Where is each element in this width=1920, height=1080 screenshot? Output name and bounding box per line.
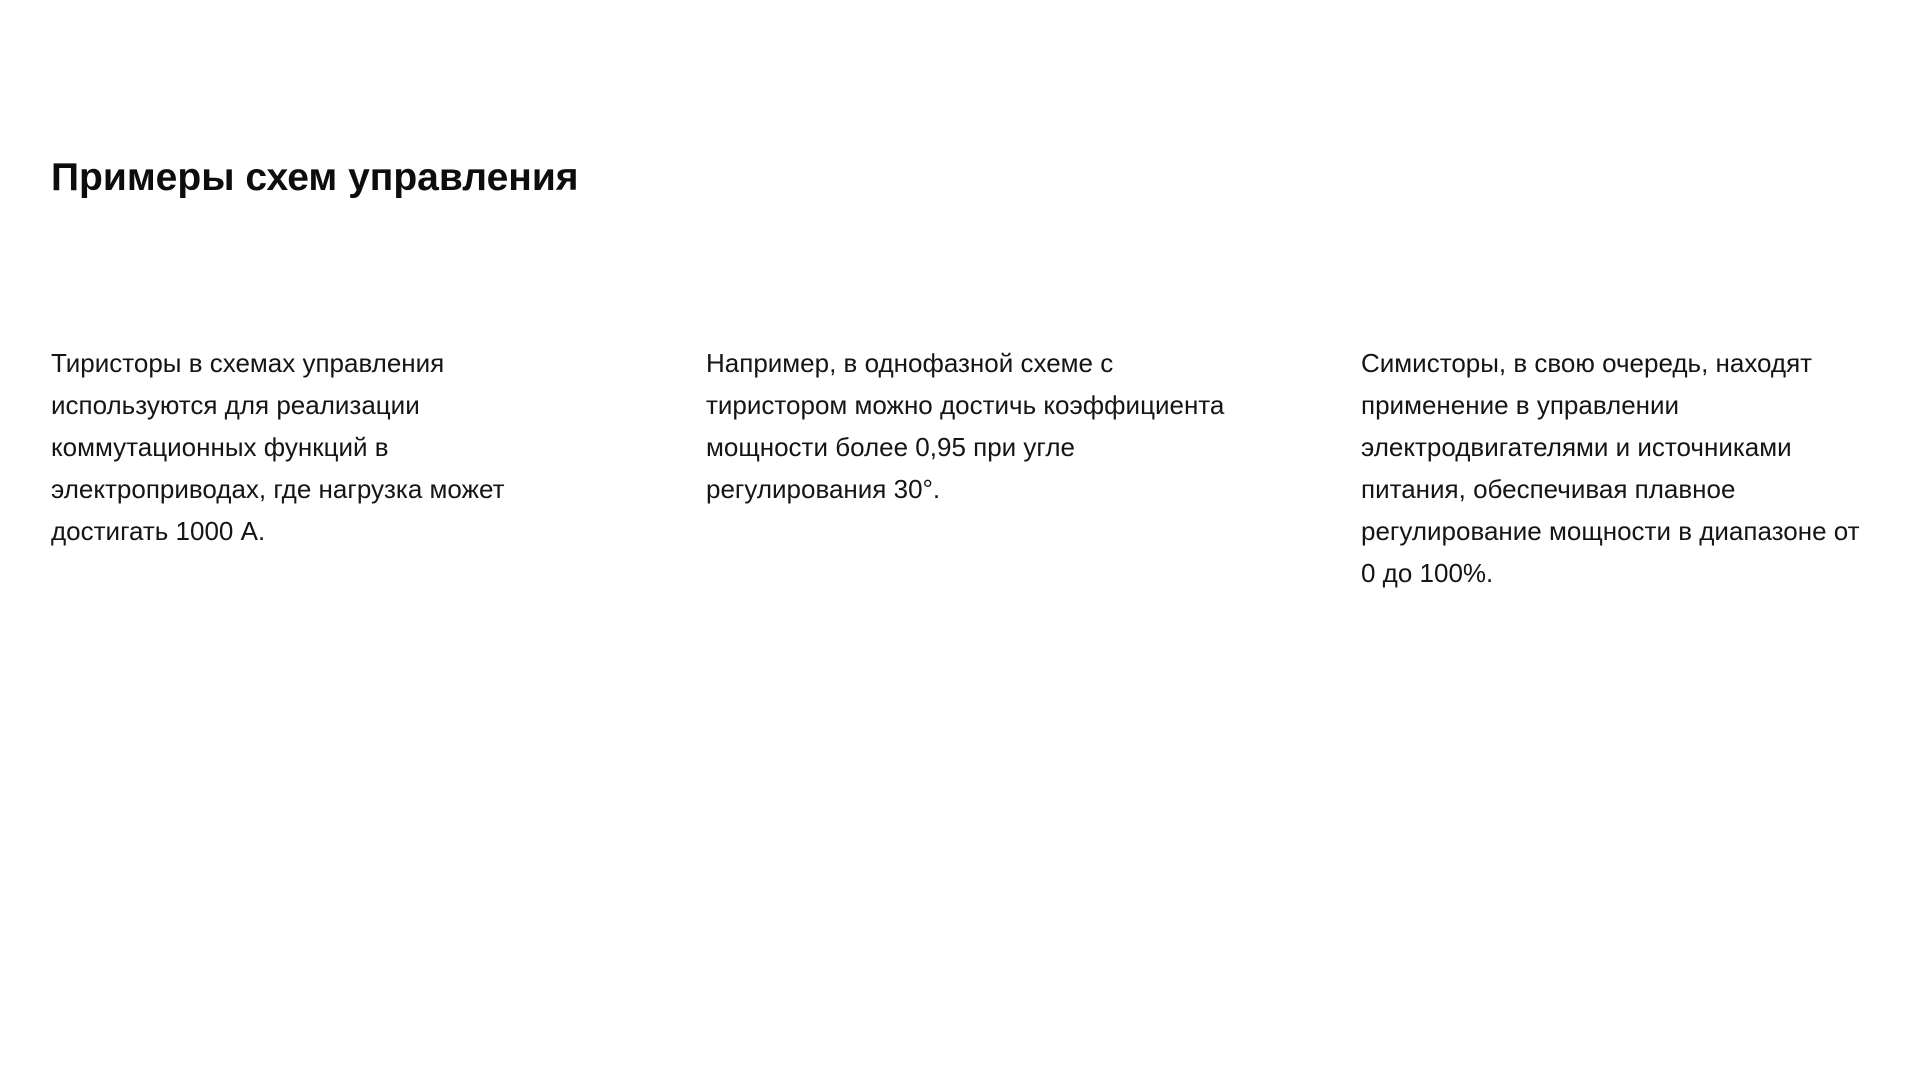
column-triacs: Симисторы, в свою очередь, находят применение в управлении электродвигателями и источниками питания, обеспечивая плавное регулирование мощности в диапазоне от 0 до 100%. (1361, 348, 1860, 588)
slide-title: Примеры схем управления (51, 156, 579, 199)
column-single-phase-example: Например, в однофазной схеме с тиристором можно достичь коэффициента мощности более 0,95 при угле регулирования 30°. (706, 348, 1225, 504)
column-thyristors: Тиристоры в схемах управления используются для реализации коммутационных функций в электроприводах, где нагрузка может достигать 1000 А. (51, 348, 505, 546)
text-columns (51, 342, 1881, 594)
